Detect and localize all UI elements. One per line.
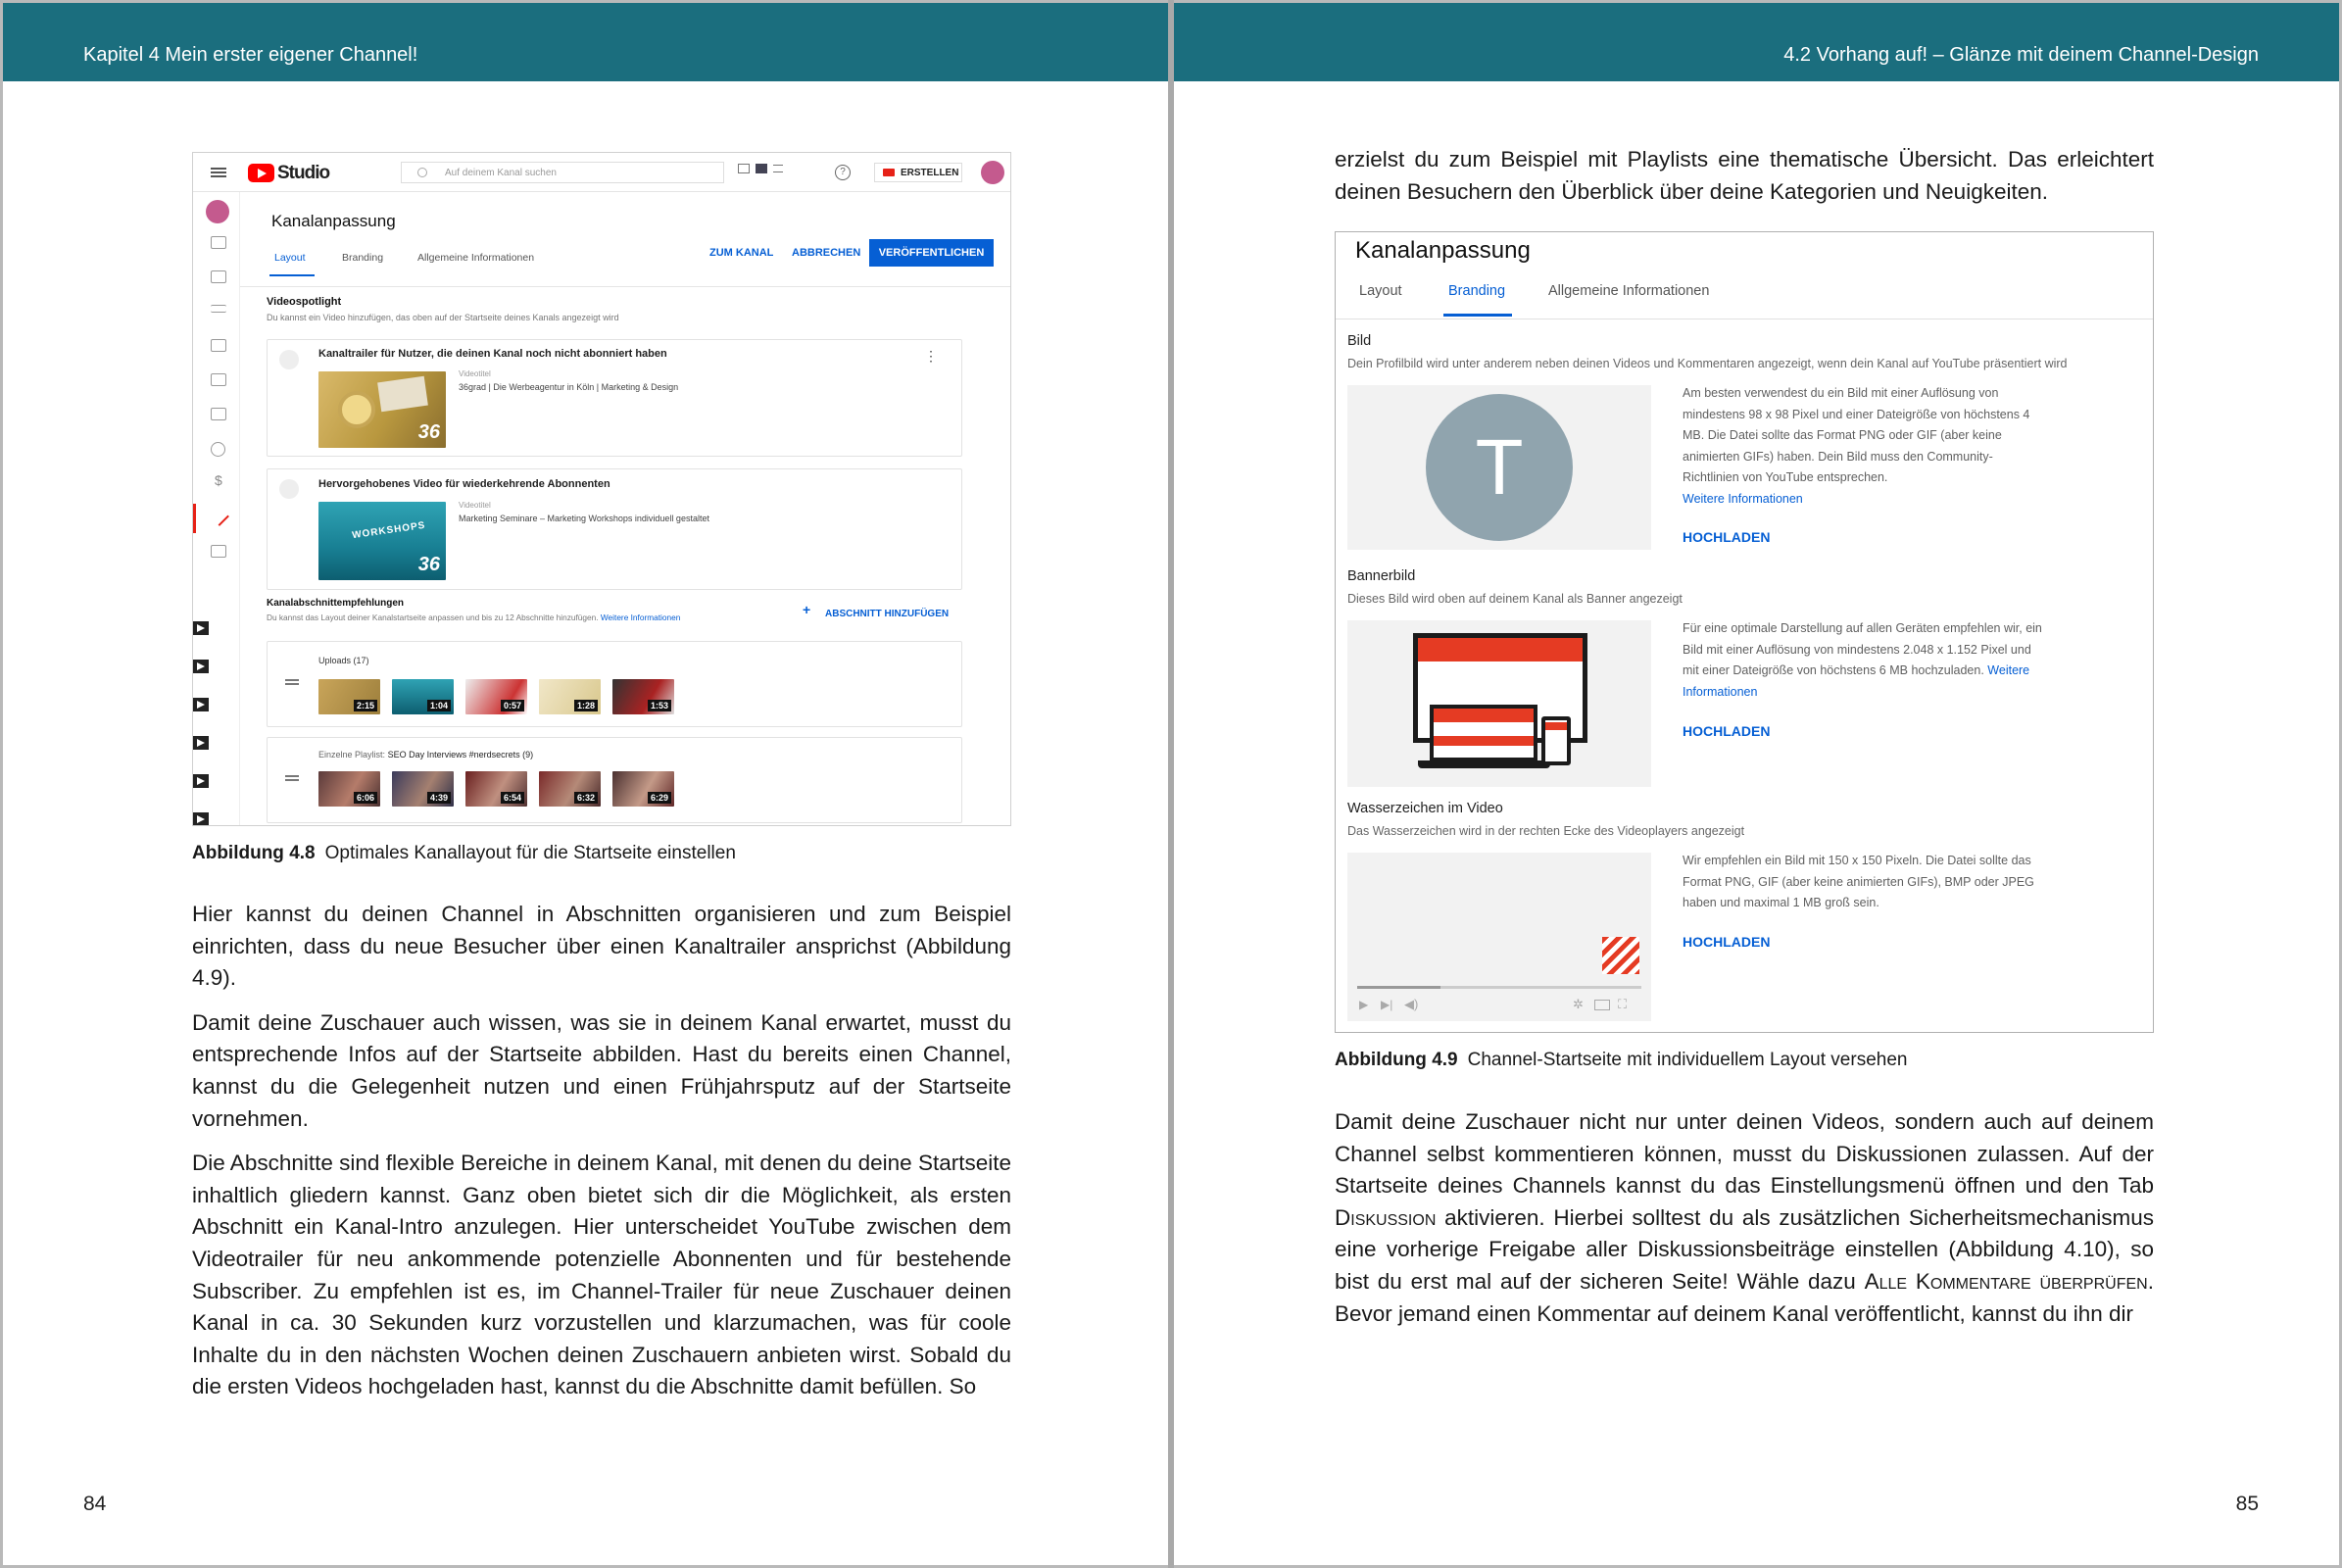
list-view-icon[interactable] — [773, 165, 783, 172]
drag-handle-icon[interactable] — [285, 775, 299, 781]
devices-graphic — [1413, 633, 1587, 770]
duration-label: 6:32 — [574, 792, 598, 804]
profile-info — [1683, 383, 2045, 510]
trailer-card-title: Kanaltrailer für Nutzer, die deinen Kanal noch nicht abonniert haben — [318, 348, 667, 360]
paragraph: erzielst du zum Beispiel mit Playlists eine thematische Übersicht. Das erleichtert deinen Besuchern den Überblick über deine Kategorien und Neuigkeiten. — [1335, 147, 2154, 204]
paragraph: Hier kannst du deinen Channel in Abschnitten organisieren und zum Beispiel einrichten, dass du neue Besucher über einen Kanaltrailer ansprichst (Abbildung 4.9). — [192, 902, 1011, 991]
branding-screenshot-figure — [1335, 231, 2154, 1033]
tab-branding[interactable]: Branding — [342, 252, 384, 264]
search-icon — [417, 168, 427, 177]
youtube-logo-icon — [248, 164, 274, 182]
tab-general-info[interactable]: Allgemeine Informationen — [1548, 283, 1710, 299]
profile-image-preview — [1347, 385, 1651, 550]
player-fullscreen-icon: ⛶ — [1618, 997, 1628, 1011]
duration-label: 4:39 — [427, 792, 451, 804]
play-icon — [193, 774, 209, 788]
player-progress-fill — [1357, 986, 1440, 989]
player-theater-icon — [1594, 1000, 1610, 1010]
body-text-part: aktivieren. Hierbei solltest du als zusätzlichen Sicherheitsmechanismus eine vorherige Freigabe aller Diskussionsbeiträge einstellen (Abbildung 4.10), so bist du erst mal auf der sicheren Seite! Wähle dazu — [1335, 1204, 2154, 1294]
uploads-label: Uploads (17) — [318, 656, 369, 665]
duration-label: 1:28 — [574, 700, 598, 711]
caption-label: Abbildung 4.9 — [1335, 1050, 1458, 1070]
duration-label: 1:53 — [648, 700, 671, 711]
featured-icon — [279, 479, 299, 499]
laptop-banner-stripe — [1434, 709, 1534, 722]
upload-thumbnail[interactable] — [392, 679, 454, 714]
trailer-card[interactable] — [267, 339, 962, 457]
right-body-text — [1335, 1106, 2154, 1343]
publish-button[interactable]: VERÖFFENTLICHEN — [869, 239, 994, 267]
videos-icon[interactable] — [211, 270, 226, 283]
photo-graphic — [377, 376, 428, 412]
laptop-stripe-2 — [1434, 736, 1534, 746]
tab-general-info[interactable]: Allgemeine Informationen — [417, 252, 535, 264]
body-text-part: . Bevor jemand einen Kommentar auf deinem Kanal veröffentlicht, kannst du ihn dir — [1335, 1268, 2154, 1326]
uploads-section-card[interactable] — [267, 641, 962, 727]
channel-badge: 36 — [417, 554, 440, 575]
tab-layout[interactable]: Layout — [274, 252, 306, 264]
playlist-thumbnail[interactable] — [465, 771, 527, 807]
paragraph: Die Abschnitte sind flexible Bereiche in deinem Kanal, mit denen du deine Startseite inhaltlich gliedern kannst. Ganz oben bietet sich dir die Möglichkeit, als ersten Abschnitt ein Kanal-Intro anzulegen. Hier unterscheidet YouTube zwischen dem Videotrailer für neu ankommende potenzielle Abonnenten und für bestehende Subscriber. Zu empfehlen ist es, im Channel-Trailer für neue Zuschauer deinen Kanal in ca. 30 Sekunden kurz vorzustellen und klarzumachen, was für coole Inhalte du in den nächsten Wochen deinen Zuschauern anbieten wirst. Sobald du die ersten Videos hochgeladen hast, kannst du die Abschnitte damit befüllen. So — [192, 1151, 1011, 1399]
banner-info-text: Für eine optimale Darstellung auf allen Geräten empfehlen wir, ein Bild mit einer Auflösung von mindestens 2.048 x 1.152 Pixel und mit einer Dateigröße von höchstens 6 MB hochzuladen. — [1683, 621, 2042, 677]
active-indicator — [193, 504, 196, 533]
playlist-thumbnail[interactable] — [318, 771, 380, 807]
account-avatar[interactable] — [981, 161, 1004, 184]
upload-thumbnail[interactable] — [465, 679, 527, 714]
body-text-part: Damit deine Zuschauer nicht nur unter deinen Videos, sondern auch auf deinem Channel selbst kommentieren können, musst du Diskussionen zulassen. Auf der Startseite deines Channels kannst du das Einstellungsmenü öffnen und den Tab — [1335, 1109, 2154, 1199]
studio-page-title: Kanalanpassung — [271, 212, 396, 230]
sections-desc-text: Du kannst das Layout deiner Kanalstartseite anpassen und bis zu 12 Abschnitte hinzufügen. — [267, 612, 599, 622]
search-placeholder: Auf deinem Kanal suchen — [445, 168, 557, 178]
playlist-label-prefix: Einzelne Playlist: — [318, 750, 386, 760]
page-number-left: 84 — [83, 1493, 107, 1515]
playlist-section-card[interactable] — [267, 737, 962, 823]
featured-video-title: Marketing Seminare – Marketing Workshops individuell gestaltet — [459, 514, 709, 523]
playlist-name: SEO Day Interviews #nerdsecrets (9) — [387, 750, 534, 760]
watermark-info: Wir empfehlen ein Bild mit 150 x 150 Pixeln. Die Datei sollte das Format PNG, GIF (aber keine animierten GIFs), BMP oder JPEG haben und maximal 1 MB groß sein. — [1683, 854, 2034, 909]
watermark-desc: Das Wasserzeichen wird in der rechten Ecke des Videoplayers angezeigt — [1347, 824, 1745, 838]
tab-divider — [1336, 318, 2154, 319]
watermark-graphic — [1602, 937, 1639, 974]
menu-icon[interactable] — [211, 168, 226, 177]
profile-upload-button[interactable]: HOCHLADEN — [1683, 529, 1771, 545]
duration-label: 6:06 — [354, 792, 377, 804]
play-icon — [193, 736, 209, 750]
studio-brand: Studio — [277, 163, 330, 183]
featured-card-title: Hervorgehobenes Video für wiederkehrende Abonnenten — [318, 478, 610, 490]
caption-text: Channel-Startseite mit individuellem Layout versehen — [1467, 1050, 1908, 1070]
video-title-label: Videotitel — [459, 501, 491, 510]
chapter-header: Kapitel 4 Mein erster eigener Channel! — [83, 44, 418, 66]
banner-info — [1683, 618, 2045, 703]
duration-label: 6:29 — [648, 792, 671, 804]
help-icon[interactable]: ? — [835, 165, 851, 180]
banner-more-info-link[interactable]: Weitere Informationen — [1683, 663, 2030, 699]
duration-label: 0:57 — [501, 700, 524, 711]
workshops-text: WORKSHOPS — [351, 519, 427, 542]
running-header-left — [3, 3, 1168, 81]
banner-image-preview — [1347, 620, 1651, 787]
drag-handle-icon[interactable] — [285, 679, 299, 685]
grid-view-icon[interactable] — [738, 164, 750, 173]
player-progress-track — [1357, 986, 1641, 989]
profile-avatar: T — [1426, 394, 1573, 541]
upload-thumbnail[interactable] — [612, 679, 674, 714]
play-icon — [193, 812, 209, 826]
audio-library-icon[interactable] — [211, 545, 226, 558]
ui-term-review-comments: Alle Kommentare überprüfen — [1864, 1268, 2148, 1294]
featured-thumbnail[interactable] — [318, 502, 446, 580]
upload-thumbnail[interactable] — [539, 679, 601, 714]
watermark-player-preview — [1347, 853, 1651, 1021]
banner-heading: Bannerbild — [1347, 568, 1416, 584]
left-body-text — [192, 899, 1011, 1416]
player-play-icon: ▶ — [1359, 998, 1369, 1011]
create-button[interactable] — [874, 163, 962, 182]
playlist-thumbnail[interactable] — [612, 771, 674, 807]
analytics-icon[interactable] — [211, 339, 226, 352]
film-icon — [279, 350, 299, 369]
play-icon — [193, 621, 209, 635]
to-channel-button[interactable]: ZUM KANAL — [709, 247, 774, 259]
video-view-icon[interactable] — [756, 164, 767, 173]
watermark-upload-button[interactable]: HOCHLADEN — [1683, 934, 1771, 950]
camera-lens-graphic — [338, 391, 375, 428]
channel-search-input[interactable] — [401, 162, 724, 183]
profile-heading: Bild — [1347, 333, 1372, 349]
tab-divider — [240, 286, 1011, 287]
right-page — [1174, 0, 2342, 1568]
profile-desc: Dein Profilbild wird unter anderem neben deinen Videos und Kommentaren angezeigt, wenn dein Kanal auf YouTube präsentiert wird — [1347, 357, 2068, 370]
profile-info-text: Am besten verwendest du ein Bild mit einer Auflösung von mindestens 98 x 98 Pixel und einer Dateigröße von höchstens 4 MB. Die Datei sollte das Format PNG oder GIF (aber keine animierten GIFs) haben. Dein Bild muss den Community-Richtlinien von YouTube entsprechen. — [1683, 386, 2030, 484]
dashboard-icon[interactable] — [211, 236, 226, 249]
phone-graphic — [1541, 716, 1571, 765]
sections-more-info-link[interactable]: Weitere Informationen — [600, 612, 681, 622]
playlists-icon[interactable] — [211, 305, 226, 313]
create-label: ERSTELLEN — [901, 168, 959, 178]
sections-heading: Kanalabschnittempfehlungen — [267, 598, 405, 609]
caption-label: Abbildung 4.8 — [192, 843, 316, 863]
playlist-thumbnail[interactable] — [392, 771, 454, 807]
customization-wand-icon[interactable] — [210, 507, 229, 526]
section-header: 4.2 Vorhang auf! – Glänze mit deinem Channel-Design — [1783, 44, 2259, 66]
watermark-heading: Wasserzeichen im Video — [1347, 801, 1503, 816]
right-intro-text — [1335, 144, 2154, 220]
figure-caption-4-8 — [192, 843, 736, 864]
channel-badge: 36 — [417, 421, 440, 443]
play-icon — [193, 698, 209, 711]
more-options-icon[interactable]: ⋮ — [924, 348, 938, 364]
customization-title: Kanalanpassung — [1355, 237, 1531, 264]
laptop-screen — [1430, 705, 1537, 761]
player-volume-icon: ◀) — [1404, 997, 1419, 1011]
left-page — [0, 0, 1168, 1568]
comments-icon[interactable] — [211, 373, 226, 386]
duration-label: 1:04 — [427, 700, 451, 711]
ui-term-discussion: Diskussion — [1335, 1204, 1437, 1230]
subtitles-icon[interactable] — [211, 408, 226, 420]
page-number-right: 85 — [2235, 1493, 2259, 1515]
copyright-icon[interactable] — [211, 442, 225, 457]
sections-desc — [267, 612, 680, 622]
camera-icon — [883, 169, 895, 176]
paragraph: Damit deine Zuschauer auch wissen, was sie in deinem Kanal erwartet, musst du entsprechende Infos auf der Startseite abbilden. Hast du bereits einen Channel, kannst du die Gelegenheit nutzen und einen Frühjahrsputz auf der Startseite vornehmen. — [192, 1009, 1011, 1131]
banner-desc: Dieses Bild wird oben auf deinem Kanal als Banner angezeigt — [1347, 592, 1683, 606]
tab-layout[interactable]: Layout — [1359, 283, 1402, 299]
trailer-thumbnail[interactable] — [318, 371, 446, 448]
player-settings-icon: ✲ — [1573, 997, 1584, 1011]
spotlight-heading: Videospotlight — [267, 296, 342, 308]
duration-label: 2:15 — [354, 700, 377, 711]
active-tab-underline — [1443, 314, 1512, 317]
studio-sidebar — [193, 192, 240, 826]
profile-more-info-link[interactable]: Weitere Informationen — [1683, 491, 1803, 506]
upload-thumbnail[interactable] — [318, 679, 380, 714]
featured-video-card[interactable] — [267, 468, 962, 590]
studio-screenshot-figure — [192, 152, 1011, 826]
playlist-thumbnail[interactable] — [539, 771, 601, 807]
banner-upload-button[interactable]: HOCHLADEN — [1683, 723, 1771, 739]
channel-avatar[interactable] — [206, 200, 229, 223]
play-icon — [193, 660, 209, 673]
laptop-base — [1418, 760, 1550, 768]
figure-caption-4-9 — [1335, 1050, 1907, 1071]
player-next-icon: ▶| — [1381, 998, 1393, 1011]
active-tab-underline — [269, 274, 315, 276]
playlist-label — [318, 750, 533, 760]
monetization-icon[interactable]: $ — [215, 472, 222, 488]
cancel-button[interactable]: ABBRECHEN — [792, 247, 861, 259]
plus-icon: + — [803, 602, 811, 617]
tab-branding[interactable]: Branding — [1448, 283, 1506, 299]
duration-label: 6:54 — [501, 792, 524, 804]
running-header-right — [1174, 3, 2339, 81]
tv-banner-stripe — [1418, 638, 1583, 662]
spotlight-desc: Du kannst ein Video hinzufügen, das oben auf der Startseite deines Kanals angezeigt wird — [267, 313, 619, 322]
trailer-video-title: 36grad | Die Werbeagentur in Köln | Marketing & Design — [459, 382, 679, 392]
caption-text: Optimales Kanallayout für die Startseite einstellen — [324, 843, 736, 863]
paragraph — [1335, 1106, 2154, 1330]
add-section-button[interactable]: ABSCHNITT HINZUFÜGEN — [825, 609, 950, 619]
phone-banner-stripe — [1545, 722, 1567, 730]
video-title-label: Videotitel — [459, 369, 491, 378]
studio-top-bar — [193, 153, 1010, 192]
